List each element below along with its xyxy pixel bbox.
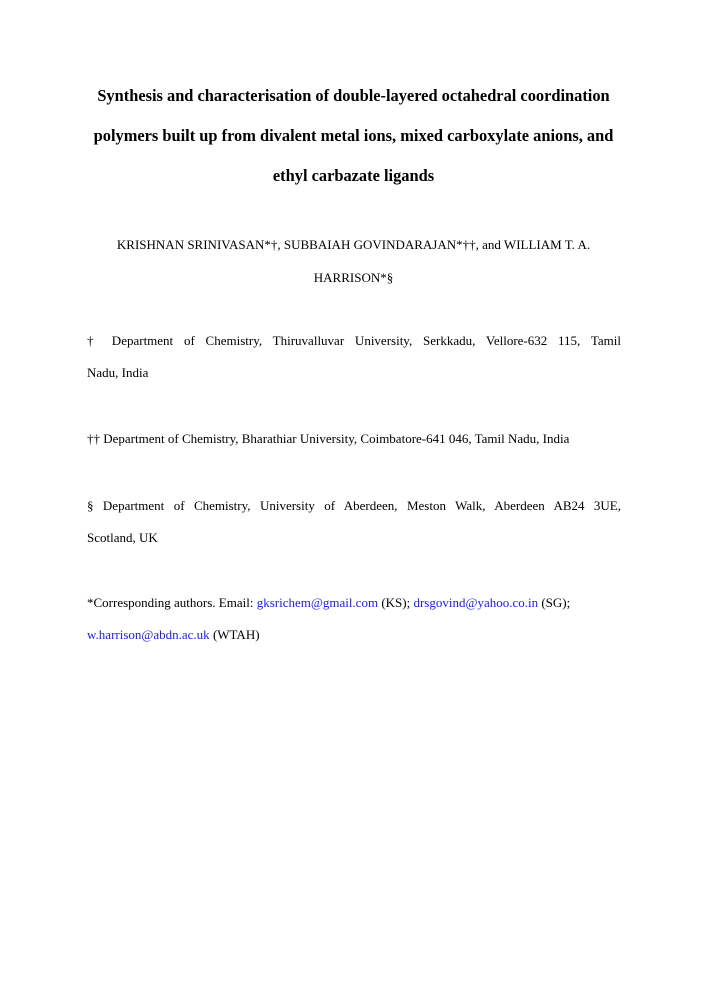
paper-title [60, 76, 647, 196]
email-link-ks[interactable]: gksrichem@gmail.com [256, 595, 379, 610]
email-link-wtah[interactable]: w.harrison@abdn.ac.uk [87, 627, 210, 642]
affiliation-1-line-1: † Department of Chemistry, Thiruvalluvar University, Serkkadu, Vellore-632 115, Tamil [87, 333, 621, 348]
affiliation-aberdeen [87, 490, 621, 554]
title-line-3: ethyl carbazate ligands [272, 166, 435, 185]
authors-line-2: HARRISON*§ [313, 270, 394, 285]
affiliation-2-line-1: †† Department of Chemistry, Bharathiar University, Coimbatore-641 046, Tamil Nadu, India [87, 431, 570, 446]
affiliation-thiruvalluvar [87, 325, 621, 389]
corresponding-line-1 [87, 587, 621, 619]
title-line-2: polymers built up from divalent metal ions, mixed carboxylate anions, and [93, 126, 614, 145]
affiliation-3-line-1: § Department of Chemistry, University of Aberdeen, Meston Walk, Aberdeen AB24 3UE, [87, 498, 621, 513]
authors-line-1: KRISHNAN SRINIVASAN*†, SUBBAIAH GOVINDARAJAN*††, and WILLIAM T. A. [116, 237, 591, 252]
corresponding-authors [87, 587, 621, 651]
email-tag-wtah: (WTAH) [209, 627, 260, 642]
affiliation-bharathiar [87, 423, 621, 455]
corresponding-line-2 [87, 619, 621, 651]
affiliation-1-line-2: Nadu, India [87, 365, 149, 380]
title-line-1: Synthesis and characterisation of double-layered octahedral coordination [97, 86, 610, 105]
email-link-sg[interactable]: drsgovind@yahoo.co.in [413, 595, 539, 610]
email-tag-sg: (SG); [538, 595, 571, 610]
email-tag-ks: (KS); [378, 595, 414, 610]
affiliation-3-line-2: Scotland, UK [87, 530, 158, 545]
corresponding-prefix: *Corresponding authors. Email: [87, 595, 257, 610]
author-list [88, 228, 619, 294]
